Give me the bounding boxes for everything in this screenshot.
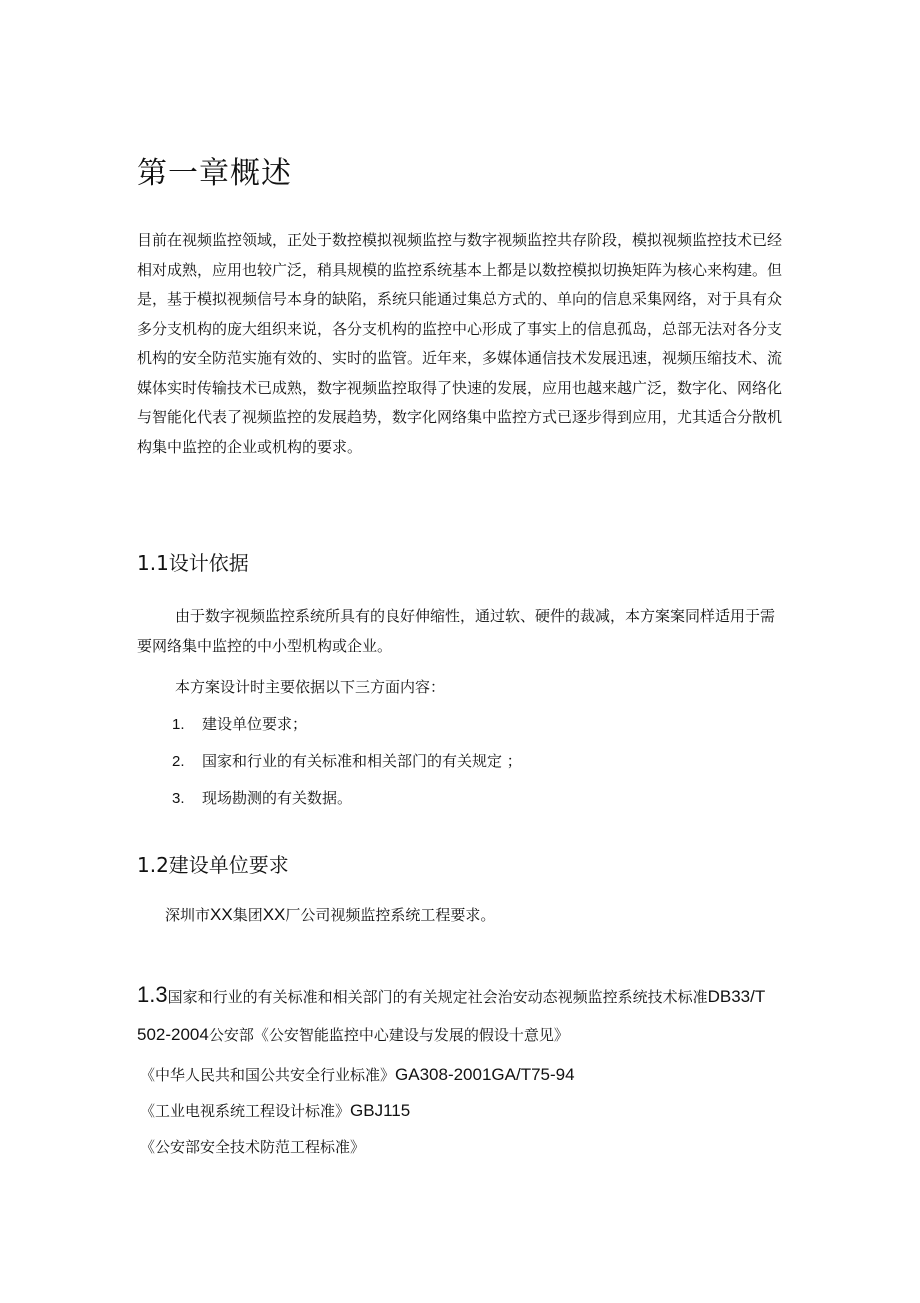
section-1-3-text-b: 公安部《公安智能监控中心建设与发展的假设十意见》 [208, 1026, 569, 1044]
intro-paragraph: 目前在视频监控领域，正处于数控模拟视频监控与数字视频监控共存阶段，模拟视频监控技术已经相对成熟，应用也较广泛，稍具规模的监控系统基本上都是以数控模拟切换矩阵为核心来构建。但是，基于模拟视频信号本身的缺陷，系统只能通过集总方式的、单向的信息采集网络，对于具有众多分支机构的庞大组织来说，各分支机构的监控中心形成了事实上的信息孤岛，总部无法对各分支机构的安全防范实施有效的、实时的监管。近年来，多媒体通信技术发展迅速，视频压缩技术、流媒体实时传输技术已成熟，数字视频监控取得了快速的发展，应用也越来越广泛，数字化、网络化与智能化代表了视频监控的发展趋势，数字化网络集中监控方式已逐步得到应用，尤其适合分散机构集中监控的企业或机构的要求。 [137, 231, 783, 456]
standard-line [140, 1136, 365, 1157]
standard-title: 《公安部安全技术防范工程标准》 [140, 1138, 366, 1156]
list-item [172, 747, 522, 784]
standard-code: GA308-2001GA/T75-94 [395, 1065, 575, 1084]
list-item [172, 784, 522, 821]
list-item-text: 国家和行业的有关标准和相关部门的有关规定 ； [202, 752, 522, 770]
list-item-number: 2. [172, 753, 185, 770]
placeholder-code: XX [210, 905, 233, 924]
list-item-text: 现场勘测的有关数据。 [202, 789, 353, 807]
standard-line [140, 1100, 410, 1121]
text-span: 厂公司视频监控系统工程要求。 [285, 906, 496, 924]
standard-code: GBJ115 [350, 1101, 411, 1120]
section-1-3-text: 国家和行业的有关标准和相关部门的有关规定社会治安动态视频监控系统技术标准 [167, 988, 708, 1006]
text-span: 集团 [232, 906, 263, 924]
list-item-number: 1. [172, 716, 185, 733]
standard-line [140, 1064, 575, 1085]
basis-list [172, 710, 522, 821]
section-1-1-lead: 本方案设计时主要依据以下三方面内容： [175, 678, 446, 696]
section-1-2-paragraph [165, 904, 495, 925]
placeholder-code: XX [262, 905, 286, 924]
list-item [172, 710, 522, 747]
text-span: 深圳市 [165, 906, 211, 924]
section-1-3-block [137, 976, 797, 1054]
list-item-text: 建设单位要求； [202, 715, 308, 733]
standard-code: DB33/T 502-2004 [137, 987, 765, 1044]
list-item-number: 3. [172, 790, 185, 807]
section-heading-1-1: 1.1设计依据 [137, 551, 249, 575]
section-heading-1-2: 1.2建设单位要求 [137, 853, 289, 877]
section-number-1-3: 1.3 [137, 982, 168, 1007]
chapter-title: 第一章概述 [137, 156, 292, 191]
standard-title: 《工业电视系统工程设计标准》 [140, 1102, 351, 1120]
standard-title: 《中华人民共和国公共安全行业标准》 [140, 1066, 396, 1084]
section-1-1-paragraph: 由于数字视频监控系统所具有的良好伸缩性，通过软、硬件的裁减，本方案案同样适用于需要网络集中监控的中小型机构或企业。 [137, 607, 776, 655]
